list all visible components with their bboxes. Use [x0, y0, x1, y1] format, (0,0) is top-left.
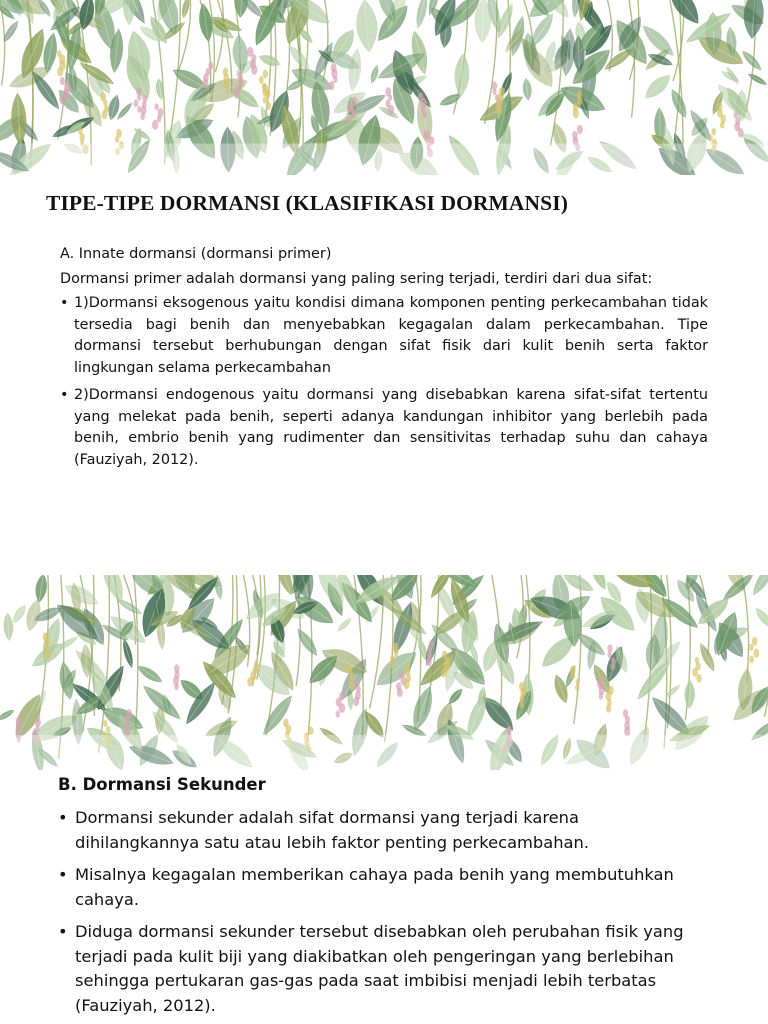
flower-bud-icon [103, 720, 107, 727]
slide-2-bullet-list [58, 806, 698, 1018]
flower-bud-icon [428, 646, 432, 653]
foliage-fade [0, 735, 768, 770]
flower-bud-icon [59, 94, 65, 104]
slide-1-body [60, 244, 708, 477]
flower-bud-icon [519, 695, 524, 703]
flower-bud-icon [388, 105, 394, 115]
list-item [60, 293, 708, 379]
bullet-text: 2)Dormansi endogenous yaitu dormansi yang disebabkan karena sifat-sifat tertentu yang melekat pada benih, seperti adanya kandungan inhibitor yang berlebih pada benih, embrio benih yang rudimenter dan sensitivitas terhadap suhu dan cahaya (Fauziyah, 2012). [74, 387, 708, 468]
bullet-icon: • [58, 808, 68, 827]
flower-bud-icon [115, 136, 119, 143]
flower-bud-icon [154, 103, 158, 110]
flower-bud-icon [259, 76, 264, 84]
leaf-vein [532, 15, 551, 45]
flower-bud-icon [520, 701, 524, 707]
flower-bud-icon [606, 704, 611, 713]
flower-bud-icon [238, 77, 244, 86]
flower-bud-icon [720, 121, 725, 128]
flower-bud-icon [347, 115, 352, 123]
flower-bud-icon [608, 651, 612, 657]
flower-bud-icon [426, 657, 432, 666]
flower-bud-icon [575, 684, 579, 691]
flower-bud-icon [263, 70, 268, 79]
bullet-icon: • [60, 387, 69, 403]
flower-bud-icon [394, 650, 399, 658]
bullet-text: Misalnya kegagalan memberikan cahaya pada benih yang membutuhkan cahaya. [75, 865, 674, 909]
flower-bud-icon [263, 96, 268, 103]
flower-bud-icon [308, 727, 313, 735]
flower-bud-icon [573, 108, 579, 118]
stem [673, 0, 681, 146]
flower-bud-icon [349, 682, 355, 691]
flower-bud-icon [738, 128, 744, 138]
flower-bud-icon [611, 657, 615, 664]
flower-bud-icon [103, 99, 107, 106]
flower-bud-icon [753, 649, 759, 658]
bullet-text: Dormansi sekunder adalah sifat dormansi yang terjadi karena dihilangkannya satu atau lebih faktor penting perkecambahan. [75, 808, 590, 852]
flower-bud-icon [429, 640, 434, 647]
flower-bud-icon [124, 727, 130, 736]
flower-bud-icon [174, 683, 178, 690]
list-item [58, 863, 698, 912]
flower-bud-icon [576, 678, 580, 685]
foliage-banner-bottom [0, 575, 768, 770]
slide-1-title: TIPE-TIPE DORMANSI (KLASIFIKASI DORMANSI) [46, 191, 568, 215]
list-item [58, 920, 698, 1018]
slide-2-title: B. Dormansi Sekunder [58, 775, 266, 794]
flower-bud-icon [356, 680, 360, 687]
leaf-vein [666, 685, 680, 697]
flower-bud-icon [423, 130, 429, 140]
list-item [58, 806, 698, 855]
bullet-icon: • [60, 295, 69, 311]
leaf-vein [59, 637, 77, 648]
flower-bud-icon [493, 89, 497, 95]
leaf-vein [338, 619, 351, 631]
flower-bud-icon [247, 677, 253, 687]
bullet-icon: • [58, 865, 68, 884]
flower-bud-icon [137, 106, 141, 113]
flower-bud-icon [390, 661, 395, 669]
flower-bud-icon [106, 726, 110, 733]
flower-bud-icon [422, 111, 427, 118]
leaf-icon [752, 605, 768, 631]
flower-bud-icon [233, 89, 239, 99]
flower-bud-icon [102, 110, 108, 119]
flower-bud-icon [352, 109, 357, 117]
flower-bud-icon [57, 67, 63, 77]
leaf-vein [743, 52, 761, 70]
flower-bud-icon [599, 693, 603, 700]
leaf-vein [118, 103, 132, 118]
flower-bud-icon [35, 725, 39, 731]
flower-bud-icon [577, 125, 583, 134]
leaf-vein [654, 699, 688, 733]
flower-bud-icon [397, 688, 403, 697]
flower-bud-icon [496, 105, 502, 115]
leaf-vein [644, 27, 672, 54]
flower-bud-icon [266, 102, 271, 110]
flower-bud-icon [157, 115, 162, 122]
leaf-icon [742, 0, 766, 40]
flower-bud-icon [577, 97, 582, 105]
flower-bud-icon [404, 679, 410, 689]
foliage-banner-top [0, 0, 768, 175]
leaf-icon [413, 0, 430, 30]
flower-bud-icon [711, 128, 716, 135]
leaf-icon [0, 707, 16, 722]
stem [629, 0, 634, 118]
slide-divider [0, 520, 768, 575]
foliage-fade [0, 144, 768, 176]
flower-bud-icon [752, 637, 758, 646]
flower-bud-icon [226, 86, 230, 93]
leaf-vein [34, 74, 58, 108]
flower-bud-icon [336, 711, 340, 718]
flower-bud-icon [696, 674, 701, 683]
bullet-icon: • [58, 922, 68, 941]
flower-bud-icon [152, 120, 158, 130]
flower-bud-icon [251, 65, 257, 75]
flower-bud-icon [339, 703, 345, 713]
bullet-text: 1)Dormansi eksogenous yaitu kondisi dimana komponen penting perkecambahan tidak tersedia bagi benih dan menyebabkan kegagalan dalam perkecambahan. Tipe dormansi tersebut berhubungan dengan sifat fisik dari kulit benih serta faktor lingkungan selama perkecambahan [74, 295, 708, 376]
slide-1-bullet-list [60, 293, 708, 471]
flower-bud-icon [134, 99, 139, 107]
subheading-innate: A. Innate dormansi (dormansi primer) [60, 246, 332, 262]
flower-bud-icon [611, 663, 616, 670]
flower-bud-icon [352, 97, 358, 106]
bullet-text: Diduga dormansi sekunder tersebut disebabkan oleh perubahan fisik yang terjadi pada kulit biji yang diakibatkan oleh pengeringan yang berlebihan sehingga pertukaran gas-gas pada saat imbibisi menjadi lebih terbatas (Fauziyah, 2012). [75, 922, 684, 1015]
slide-2-body [58, 806, 698, 1024]
flower-bud-icon [202, 79, 208, 89]
intro-paragraph: Dormansi primer adalah dormansi yang paling sering terjadi, terdiri dari dua sifat: [60, 270, 653, 287]
flower-bud-icon [749, 655, 754, 663]
flower-bud-icon [60, 77, 65, 85]
flower-bud-icon [441, 667, 447, 677]
leaf-vein [299, 630, 317, 654]
flower-bud-icon [137, 94, 141, 101]
flower-bud-icon [333, 76, 337, 83]
flower-bud-icon [329, 81, 335, 90]
flower-bud-icon [45, 650, 51, 659]
flower-bud-icon [140, 113, 144, 120]
flower-bud-icon [708, 134, 712, 141]
flower-bud-icon [570, 672, 575, 679]
leaf-vein [4, 22, 17, 42]
flower-bud-icon [749, 644, 753, 651]
list-item [60, 385, 708, 471]
flower-bud-icon [353, 696, 359, 706]
